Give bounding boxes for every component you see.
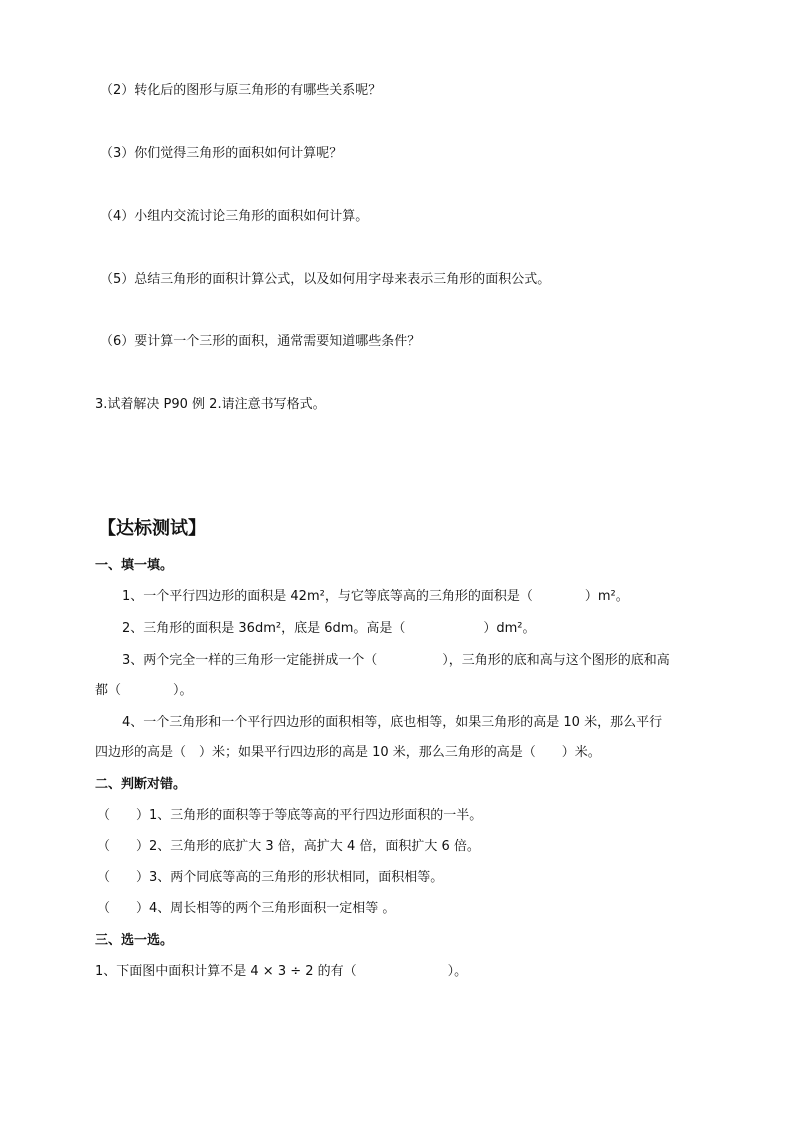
question-4: （4）小组内交流讨论三角形的面积如何计算。	[100, 209, 369, 224]
test-heading: 【达标测试】	[98, 518, 206, 539]
fill-item-4-continued: 四边形的高是（ ）米；如果平行四边形的高是 10 米，那么三角形的高是（ ）米。	[95, 745, 601, 760]
section-fill-in-title: 一、填一填。	[95, 558, 174, 573]
question-5: （5）总结三角形的面积计算公式，以及如何用字母来表示三角形的面积公式。	[100, 272, 551, 287]
fill-item-1: 1、一个平行四边形的面积是 42m²，与它等底等高的三角形的面积是（ ）m²。	[122, 589, 629, 604]
section-multiple-choice-title: 三、选一选。	[95, 933, 174, 948]
judge-item-2: （ ）2、三角形的底扩大 3 倍，高扩大 4 倍，面积扩大 6 倍。	[97, 839, 480, 854]
judge-item-3: （ ）3、两个同底等高的三角形的形状相同，面积相等。	[97, 870, 444, 885]
judge-item-1: （ ）1、三角形的面积等于等底等高的平行四边形面积的一半。	[97, 808, 483, 823]
section-true-false-title: 二、判断对错。	[95, 777, 187, 792]
fill-item-3-continued: 都（ ）。	[95, 683, 193, 698]
fill-item-4: 4、一个三角形和一个平行四边形的面积相等，底也相等，如果三角形的高是 10 米，那么平行	[122, 715, 663, 730]
task-3: 3.试着解决 P90 例 2.请注意书写格式。	[95, 397, 326, 412]
question-3: （3）你们觉得三角形的面积如何计算呢？	[100, 146, 343, 161]
question-2: （2）转化后的图形与原三角形的有哪些关系呢？	[100, 83, 382, 98]
question-6: （6）要计算一个三形的面积，通常需要知道哪些条件？	[100, 334, 421, 349]
choice-item-1: 1、下面图中面积计算不是 4 × 3 ÷ 2 的有（ ）。	[95, 964, 468, 979]
fill-item-2: 2、三角形的面积是 36dm²，底是 6dm。高是（ ）dm²。	[122, 621, 536, 636]
fill-item-3: 3、两个完全一样的三角形一定能拼成一个（ ），三角形的底和高与这个图形的底和高	[122, 653, 670, 668]
judge-item-4: （ ）4、周长相等的两个三角形面积一定相等 。	[97, 901, 396, 916]
